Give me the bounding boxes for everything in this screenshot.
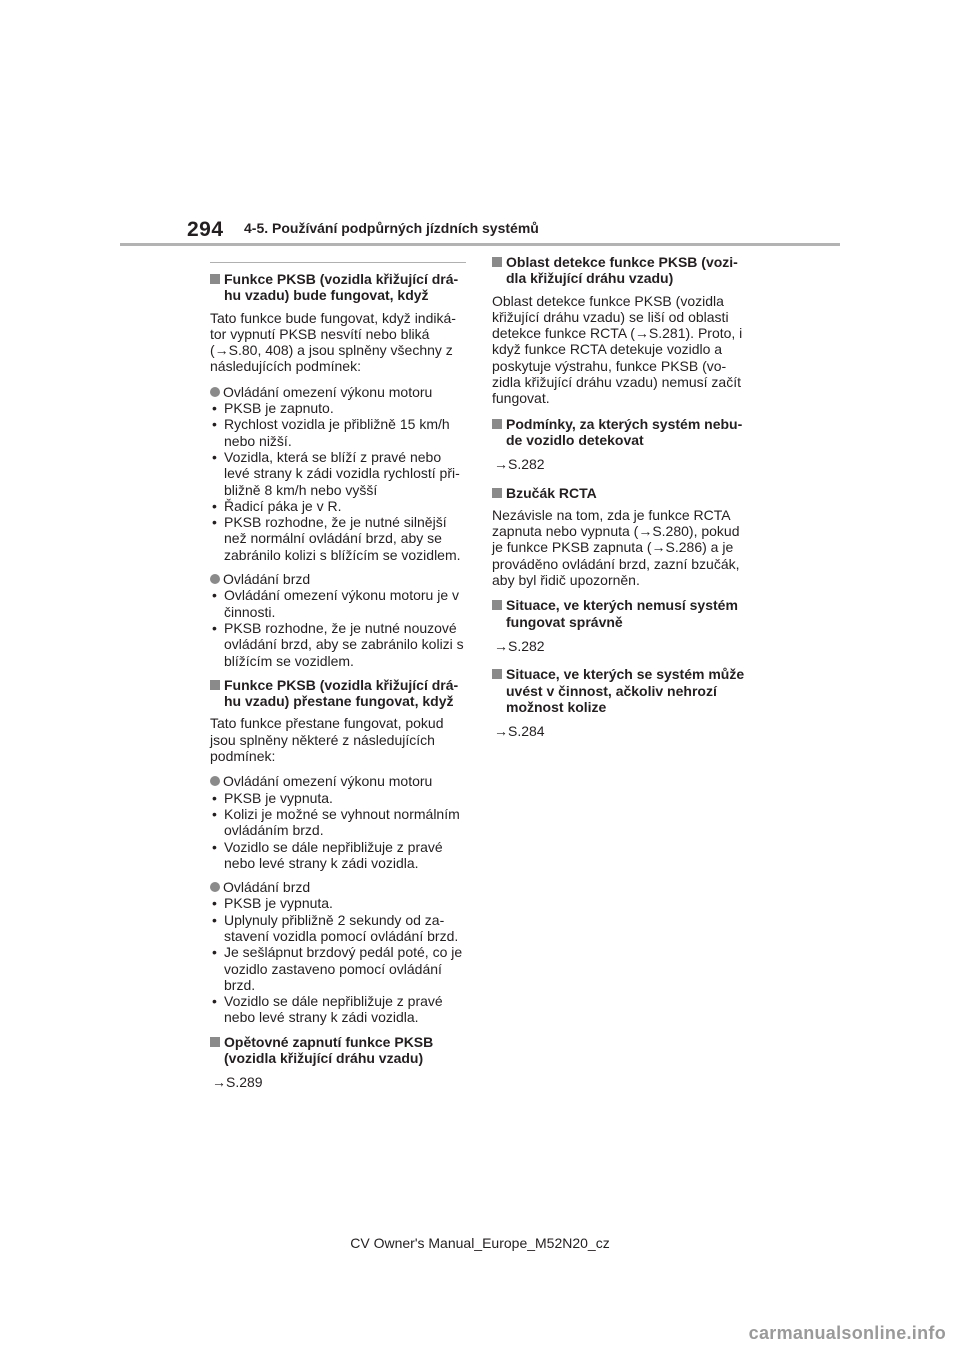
subsection-heading: Ovládání brzd [210, 879, 466, 895]
circle-bullet-icon [210, 387, 220, 397]
list-item: • PKSB rozhodne, že je nutné nouzové ovládání brzd, aby se zabránilo kolizi s blížícím se vozidlem. [212, 619, 464, 669]
page-reference-link[interactable]: →S.282 [494, 456, 545, 473]
list-item: • Ovládání omezení výkonu motoru je v činnosti. [212, 587, 460, 620]
subsection-heading: Ovládání omezení výkonu motoru [210, 773, 466, 789]
list-item: • PKSB je zapnuto. [212, 400, 334, 417]
subsection [210, 384, 466, 563]
section-heading: Opětovné zapnutí funkce PKSB (vozidla křižující dráhu vzadu) [210, 1034, 466, 1067]
bullet-list [210, 400, 466, 563]
footer-text: CV Owner's Manual_Europe_M52N20_cz [350, 1235, 610, 1251]
list-item: • Kolizi je možné se vyhnout normálním ovládáním brzd. [212, 805, 460, 839]
square-bullet-icon [492, 600, 502, 610]
page-reference-link[interactable]: →S.284 [494, 723, 545, 740]
section-paragraph: Tato funkce přestane fungovat, pokud jsou splněny některé z následujících podmínek: [210, 715, 444, 765]
section-heading: Bzučák RCTA [492, 485, 748, 501]
square-bullet-icon [492, 669, 502, 679]
section-paragraph: Tato funkce bude fungovat, když indiká-tor vypnutí PKSB nesvítí nebo bliká (→S.80, 408) a jsou splněny všechny z následujících podmínek: [210, 309, 456, 375]
bullet-list [210, 587, 466, 668]
bullet-list [210, 895, 466, 1025]
list-item: • Rychlost vozidla je přibližně 15 km/h nebo nižší. [212, 416, 450, 449]
list-item: • PKSB rozhodne, že je nutné silnější než normální ovládání brzd, aby se zabránilo kolizi s blížícím se vozidlem. [212, 514, 461, 563]
section-heading: Funkce PKSB (vozidla křižující drá-hu vzadu) přestane fungovat, když [210, 677, 466, 710]
subsection [210, 879, 466, 1026]
section-heading: Situace, ve kterých nemusí systém fungovat správně [492, 597, 748, 630]
list-item: • Uplynuly přibližně 2 sekundy od za-stavení vozidla pomocí ovládání brzd. [212, 911, 459, 944]
list-item: • Vozidla, která se blíží z pravé nebo levé strany k zádi vozidla rychlostí při-bližně 8 km/h nebo vyšší [212, 448, 460, 498]
list-item: • Vozidlo se dále nepřibližuje z pravé nebo levé strany k zádi vozidla. [212, 838, 443, 871]
left-column [210, 262, 466, 1103]
chapter-title: 4-5. Používání podpůrných jízdních systémů [244, 220, 539, 236]
subsection-heading: Ovládání brzd [210, 571, 466, 587]
header-rule [120, 243, 840, 246]
square-bullet-icon [210, 274, 220, 284]
page-reference-link[interactable]: →S.289 [212, 1074, 263, 1091]
section-heading: Podmínky, za kterých systém nebu-de vozidlo detekovat [492, 416, 748, 449]
list-item: • Je sešlápnut brzdový pedál poté, co je vozidlo zastaveno pomocí ovládání brzd. [212, 944, 463, 993]
circle-bullet-icon [210, 882, 220, 892]
square-bullet-icon [210, 1037, 220, 1047]
square-bullet-icon [492, 488, 502, 498]
subsection [210, 773, 466, 871]
section-paragraph: Oblast detekce funkce PKSB (vozidla křižující dráhu vzadu) se liší od oblasti detekce funkce RCTA (→S.281). Proto, i když funkce RCTA detekuje vozidlo a poskytuje výstrahu, funkce PKSB (vo-zidla křižující dráhu vzadu) nemusí začít fungovat. [492, 292, 743, 407]
section-paragraph: Nezávisle na tom, zda je funkce RCTA zapnuta nebo vypnuta (→S.280), pokud je funkce PKSB zapnuta (→S.286) a je prováděno ovládání brzd, zazní bzučák, aby byl řidič upozorněn. [492, 506, 740, 589]
right-column [492, 254, 748, 751]
section-heading: Funkce PKSB (vozidla křižující drá-hu vzadu) bude fungovat, když [210, 271, 466, 304]
section-heading: Situace, ve kterých se systém může uvést v činnost, ačkoliv nehrozí možnost kolize [492, 666, 748, 715]
square-bullet-icon [210, 680, 220, 690]
bullet-list [210, 790, 466, 871]
watermark-logo: carmanualsonline.info [748, 1323, 946, 1343]
square-bullet-icon [492, 419, 502, 429]
list-item: • PKSB je vypnuta. [212, 895, 333, 912]
page-number: 294 [187, 218, 224, 241]
list-item: • Vozidlo se dále nepřibližuje z pravé nebo levé strany k zádi vozidla. [212, 993, 443, 1026]
circle-bullet-icon [210, 574, 220, 584]
section-heading: Oblast detekce funkce PKSB (vozi-dla křižující dráhu vzadu) [492, 254, 748, 287]
circle-bullet-icon [210, 776, 220, 786]
square-bullet-icon [492, 257, 502, 267]
list-item: • Řadicí páka je v R. [212, 497, 342, 514]
page-reference-link[interactable]: →S.282 [494, 637, 545, 654]
list-item: • PKSB je vypnuta. [212, 789, 333, 806]
subsection [210, 571, 466, 669]
subsection-heading: Ovládání omezení výkonu motoru [210, 384, 466, 400]
